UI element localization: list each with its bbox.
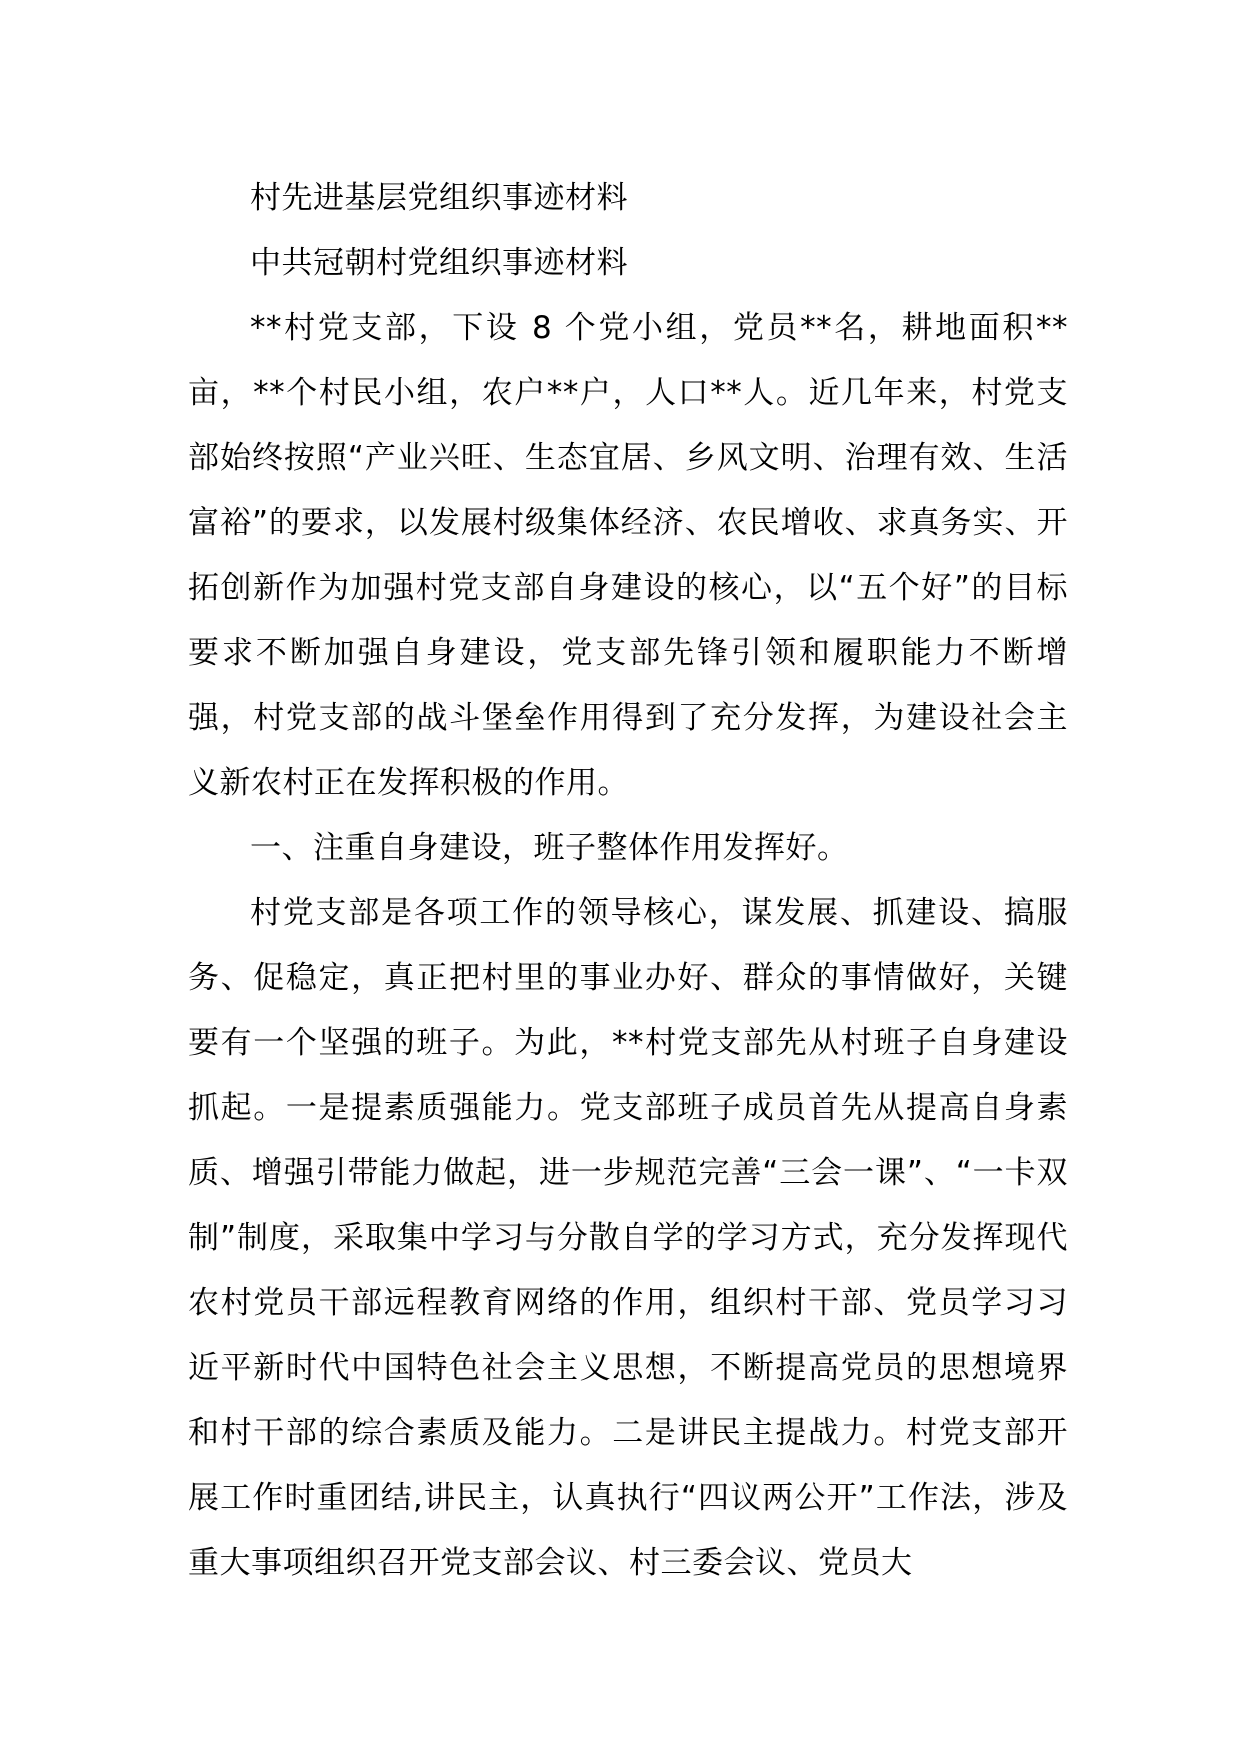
paragraph-intro: **村党支部，下设 8 个党小组，党员**名，耕地面积**亩，**个村民小组，农户**户，人口**人。近几年来，村党支部始终按照“产业兴旺、生态宜居、乡风文明、治理有效、生活富裕”的要求，以发展村级集体经济、农民增收、求真务实、开拓创新作为加强村党支部自身建设的核心，以“五个好”的目标要求不断加强自身建设，党支部先锋引领和履职能力不断增强，村党支部的战斗堡垒作用得到了充分发挥，为建设社会主义新农村正在发挥积极的作用。: [188, 310, 1068, 801]
document-title: 村先进基层党组织事迹材料: [250, 180, 628, 216]
document-subtitle: 中共冠朝村党组织事迹材料: [250, 245, 628, 281]
section-heading-1: 一、注重自身建设，班子整体作用发挥好。: [250, 830, 849, 866]
document-body: [188, 166, 1068, 1596]
paragraph-section-1: 村党支部是各项工作的领导核心，谋发展、抓建设、搞服务、促稳定，真正把村里的事业办好、群众的事情做好，关键要有一个坚强的班子。为此，**村党支部先从村班子自身建设抓起。一是提素质强能力。党支部班子成员首先从提高自身素质、增强引带能力做起，进一步规范完善“三会一课”、“一卡双制”制度，采取集中学习与分散自学的学习方式，充分发挥现代农村党员干部远程教育网络的作用，组织村干部、党员学习习近平新时代中国特色社会主义思想，不断提高党员的思想境界和村干部的综合素质及能力。二是讲民主提战力。村党支部开展工作时重团结,讲民主，认真执行“四议两公开”工作法，涉及重大事项组织召开党支部会议、村三委会议、党员大: [188, 895, 1068, 1581]
